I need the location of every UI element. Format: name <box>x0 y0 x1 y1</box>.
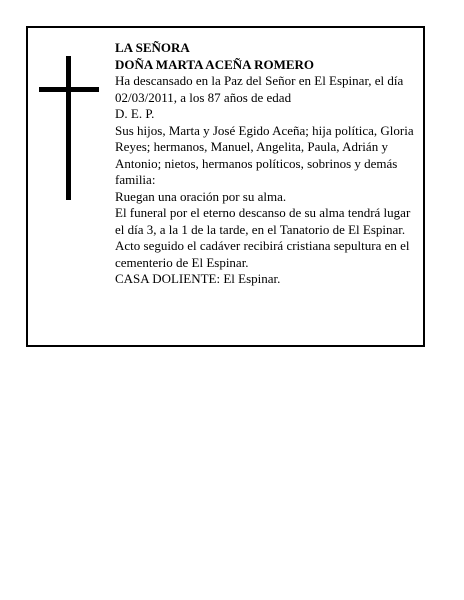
prayer-request: Ruegan una oración por su alma. <box>115 188 287 204</box>
cross-vertical-bar <box>66 56 71 200</box>
home-address: CASA DOLIENTE: El Espinar. <box>115 271 281 286</box>
rip-text: D. E. P. <box>115 106 155 121</box>
cross-horizontal-bar <box>39 87 99 92</box>
deceased-name: DOÑA MARTA ACEÑA ROMERO <box>115 56 315 72</box>
notice-text <box>115 40 421 288</box>
notice-heading-title: LA SEÑORA <box>115 40 190 55</box>
funeral-details: El funeral por el eterno descanso de su alma tendrá lugar el día 3, a la 1 de la tarde, en el Tanatorio de El Espinar. Acto seguido el cadáver recibirá cristiana sepultura en el cementerio de El Espinar. <box>115 205 411 270</box>
obituary-notice <box>26 26 425 347</box>
death-announcement: Ha descansado en la Paz del Señor en El Espinar, el día 02/03/2011, a los 87 años de edad <box>115 73 404 105</box>
latin-cross-icon <box>39 56 99 200</box>
family-members: Sus hijos, Marta y José Egido Aceña; hija política, Gloria Reyes; hermanos, Manuel, Angelita, Paula, Adrián y Antonio; nietos, hermanos políticos, sobrinos y demás familia: <box>115 122 414 187</box>
